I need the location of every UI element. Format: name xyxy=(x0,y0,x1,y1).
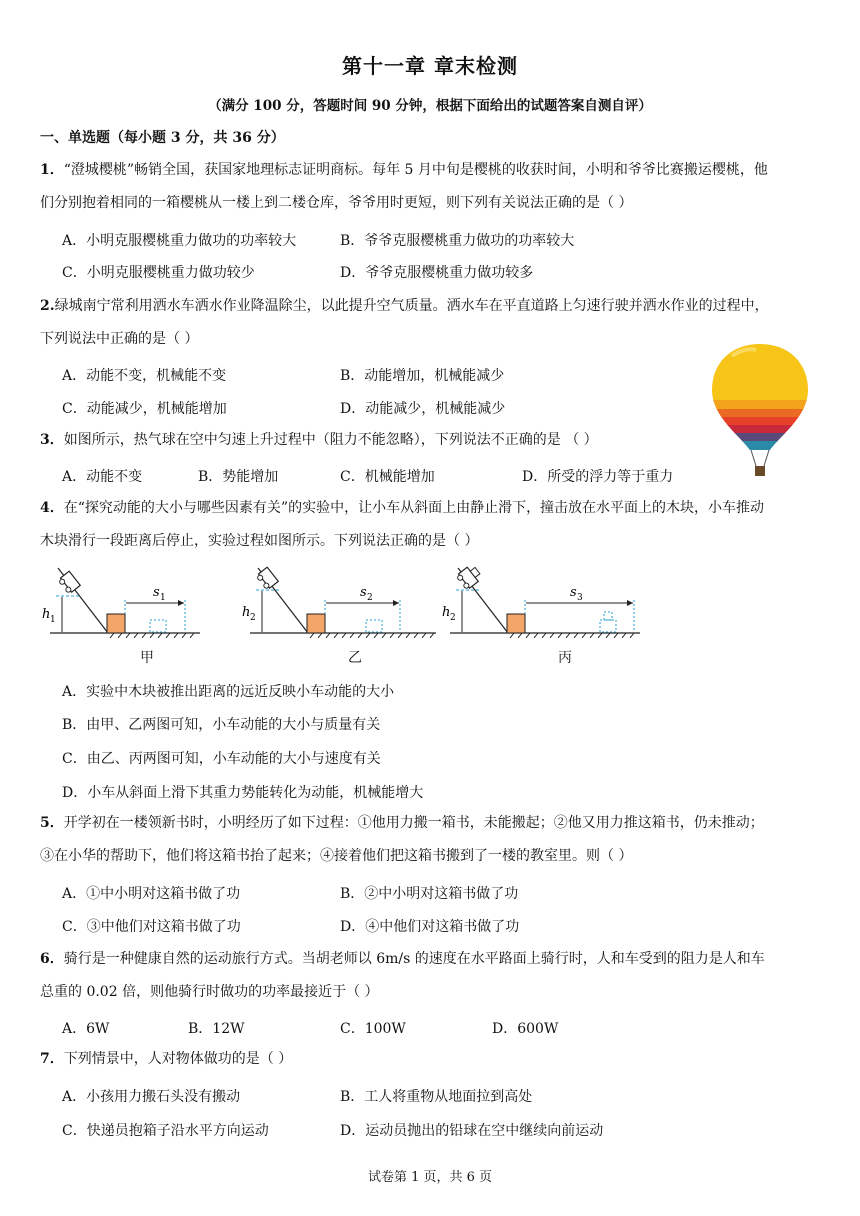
option-b: B．12W xyxy=(188,1021,245,1037)
question-text-line2: 木块滑行一段距离后停止，实验过程如图所示。下列说法正确的是（ ） xyxy=(40,533,479,549)
wood-block xyxy=(307,614,325,633)
option-c: C．小明克服樱桃重力做功较少 xyxy=(62,265,255,281)
option-a: A．6W xyxy=(62,1021,110,1037)
s-sub-2: 2 xyxy=(367,593,373,603)
section-heading: 一、单选题（每小题 3 分，共 36 分） xyxy=(40,130,285,146)
question-text-line1: 开学初在一楼领新书时，小明经历了如下过程：①他用力搬一箱书，未能搬起；②他又用力推这箱书，仍未推动； xyxy=(63,815,764,831)
question-text-line1: 下列情景中，人对物体做功的是（ ） xyxy=(63,1051,293,1067)
question-1 xyxy=(40,154,822,220)
figure-caption-bing: 丙 xyxy=(558,650,572,666)
kinetic-energy-experiment-figure xyxy=(40,560,640,670)
option-c: C．100W xyxy=(340,1021,406,1037)
panel-bing xyxy=(442,564,640,638)
question-number: 5． xyxy=(40,815,64,831)
panel-yi xyxy=(242,567,436,638)
question-text-line2: 们分别抱着相同的一箱樱桃从一楼上到二楼仓库，爷爷用时更短，则下列有关说法正确的是（ ） xyxy=(40,195,633,211)
hot-air-balloon-image xyxy=(710,342,810,482)
question-2 xyxy=(40,290,822,356)
option-a: A．①中小明对这箱书做了功 xyxy=(62,886,241,902)
h-label-1: h xyxy=(42,607,51,622)
question-text-line1: 骑行是一种健康自然的运动旅行方式。当胡老师以 6m/s 的速度在水平路面上骑行时，人和车受到的阻力是人和车 xyxy=(63,951,765,967)
question-text-line1: 绿城南宁常利用洒水车洒水作业降温除尘，以此提升空气质量。洒水车在平直道路上匀速行驶并洒水作业的过程中， xyxy=(54,298,769,314)
option-a: A．动能不变，机械能不变 xyxy=(62,368,227,384)
option-b: B．势能增加 xyxy=(198,469,279,485)
question-number: 2. xyxy=(40,298,55,314)
question-number: 6． xyxy=(40,951,64,967)
question-number: 3． xyxy=(40,432,64,448)
h-sub-3: 2 xyxy=(450,613,456,623)
h-label-3: h xyxy=(442,605,451,620)
question-text-line2: ③在小华的帮助下，他们将这箱书抬了起来；④接着他们把这箱书搬到了一楼的教室里。则（ ） xyxy=(40,848,633,864)
option-b: B．动能增加，机械能减少 xyxy=(340,368,505,384)
question-3 xyxy=(40,424,822,457)
option-c: C．③中他们对这箱书做了功 xyxy=(62,919,241,935)
page-title: 第十一章 章末检测 xyxy=(342,54,518,78)
option-d: D．600W xyxy=(492,1021,559,1037)
page-footer: 试卷第 1 页，共 6 页 xyxy=(367,1170,493,1185)
figure-caption-yi: 乙 xyxy=(348,650,362,666)
wood-block xyxy=(107,614,125,633)
s-label-3: s xyxy=(570,585,577,600)
option-c: C．机械能增加 xyxy=(340,469,435,485)
option-a: A．动能不变 xyxy=(62,469,143,485)
question-7 xyxy=(40,1043,822,1076)
s-label-2: s xyxy=(360,585,367,600)
option-d: D．动能减少，机械能减少 xyxy=(340,401,506,417)
option-b: B．②中小明对这箱书做了功 xyxy=(340,886,519,902)
question-text-line1: 在“探究动能的大小与哪些因素有关”的实验中，让小车从斜面上由静止滑下，撞击放在水平面上的木块，小车推动 xyxy=(63,500,765,516)
h-label-2: h xyxy=(242,605,251,620)
option-a: A．小孩用力搬石头没有搬动 xyxy=(62,1089,241,1105)
h-sub-1: 1 xyxy=(50,615,56,625)
option-d: D．小车从斜面上滑下其重力势能转化为动能，机械能增大 xyxy=(62,785,424,801)
option-b: B．工人将重物从地面拉到高处 xyxy=(340,1089,533,1105)
option-d: D．所受的浮力等于重力 xyxy=(522,469,674,485)
question-number: 4． xyxy=(40,500,64,516)
option-c: C．快递员抱箱子沿水平方向运动 xyxy=(62,1123,269,1139)
s-label-1: s xyxy=(153,585,160,600)
question-text-line1: 如图所示，热气球在空中匀速上升过程中（阻力不能忽略），下列说法不正确的是 （ ） xyxy=(63,432,598,448)
option-c: C．由乙、丙两图可知，小车动能的大小与速度有关 xyxy=(62,751,381,767)
wood-block xyxy=(507,614,525,633)
option-a: A．小明克服樱桃重力做功的功率较大 xyxy=(62,233,297,249)
option-d: D．④中他们对这箱书做了功 xyxy=(340,919,520,935)
figure-caption-jia: 甲 xyxy=(140,650,154,666)
question-number: 7． xyxy=(40,1051,64,1067)
option-b: B．由甲、乙两图可知，小车动能的大小与质量有关 xyxy=(62,717,381,733)
question-4 xyxy=(40,492,822,558)
question-5 xyxy=(40,807,822,873)
h-sub-2: 2 xyxy=(250,613,256,623)
question-6 xyxy=(40,943,822,1009)
question-text-line2: 总重的 0.02 倍，则他骑行时做功的功率最接近于（ ） xyxy=(40,984,379,1000)
option-b: B．爷爷克服樱桃重力做功的功率较大 xyxy=(340,233,575,249)
question-text-line1: “澄城樱桃”畅销全国，获国家地理标志证明商标。每年 5 月中旬是樱桃的收获时间，小明和爷爷比赛搬运樱桃，他 xyxy=(63,162,768,178)
option-d: D．运动员抛出的铅球在空中继续向前运动 xyxy=(340,1123,604,1139)
option-d: D．爷爷克服樱桃重力做功较多 xyxy=(340,265,534,281)
s-sub-3: 3 xyxy=(577,593,583,603)
page-subtitle: （满分 100 分，答题时间 90 分钟，根据下面给出的试题答案自测自评） xyxy=(208,98,652,114)
panel-jia xyxy=(42,568,200,638)
option-c: C．动能减少，机械能增加 xyxy=(62,401,227,417)
s-sub-1: 1 xyxy=(160,593,166,603)
question-number: 1． xyxy=(40,162,64,178)
question-text-line2: 下列说法中正确的是（ ） xyxy=(40,331,199,347)
option-a: A．实验中木块被推出距离的远近反映小车动能的大小 xyxy=(62,684,395,700)
